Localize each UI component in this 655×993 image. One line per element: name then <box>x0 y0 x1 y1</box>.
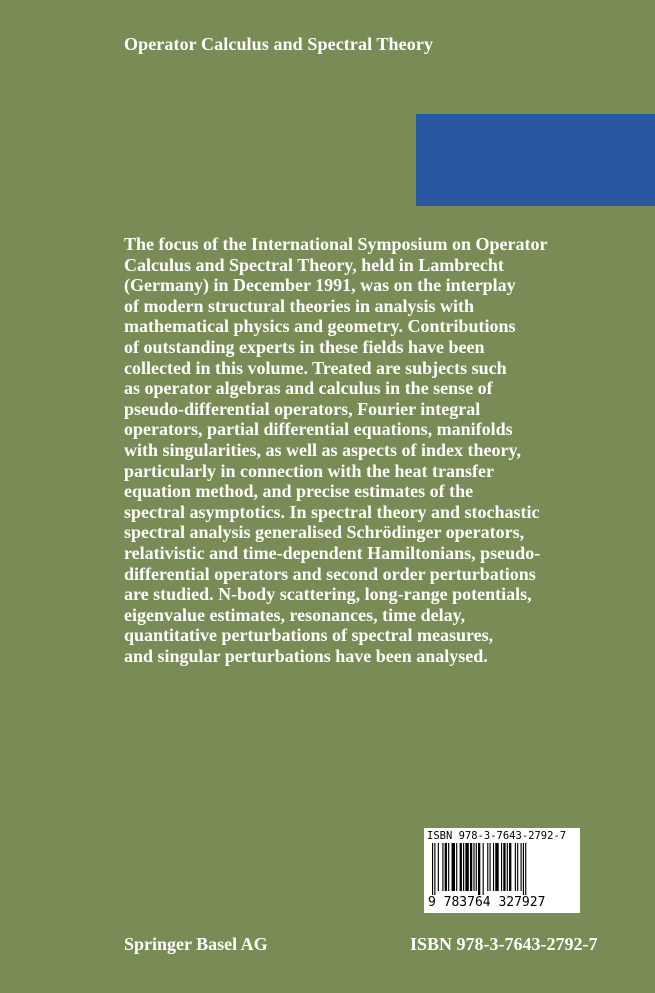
barcode-bar <box>487 843 488 891</box>
blurb-line: collected in this volume. Treated are subjects such <box>124 357 507 378</box>
barcode-bars <box>430 843 574 895</box>
barcode-bar <box>503 843 505 891</box>
blurb-line: spectral analysis generalised Schrödinger operators, <box>124 522 525 543</box>
isbn-number: ISBN 978-3-7643-2792-7 <box>410 934 598 954</box>
barcode-bar <box>525 843 526 895</box>
barcode-bar <box>434 843 435 895</box>
barcode-bar <box>463 843 464 891</box>
blurb-line: of outstanding experts in these fields have been <box>124 336 485 357</box>
back-cover-blurb <box>124 234 624 666</box>
blurb-line: and singular perturbations have been analysed. <box>124 645 488 666</box>
barcode-bar <box>523 843 524 895</box>
accent-color-block <box>416 114 655 206</box>
blurb-line: mathematical physics and geometry. Contributions <box>124 316 516 337</box>
barcode-isbn-label: ISBN 978-3-7643-2792-7 <box>427 830 567 842</box>
barcode-bar <box>456 843 457 891</box>
blurb-line: eigenvalue estimates, resonances, time delay, <box>124 604 466 625</box>
blurb-line: operators, partial differential equations, manifolds <box>124 419 513 440</box>
barcode-bar <box>507 843 508 891</box>
blurb-line: of modern structural theories in analysis with <box>124 295 474 316</box>
barcode-bar <box>490 843 491 891</box>
barcode-bar <box>495 843 498 891</box>
barcode-bar <box>521 843 522 891</box>
barcode-bar <box>445 843 447 891</box>
barcode-bar <box>470 843 472 891</box>
blurb-line: relativistic and time-dependent Hamiltonians, pseudo- <box>124 542 541 563</box>
blurb-line: (Germany) in December 1991, was on the interplay <box>124 275 516 296</box>
barcode-bar <box>438 843 439 891</box>
barcode-bar <box>465 843 468 891</box>
blurb-line: are studied. N-body scattering, long-range potentials, <box>124 584 532 605</box>
barcode-bar <box>515 843 516 891</box>
series-title: Operator Calculus and Spectral Theory <box>124 34 434 54</box>
blurb-line: The focus of the International Symposium on Operator <box>124 234 548 254</box>
barcode-bar <box>460 843 462 891</box>
barcode-bar <box>442 843 443 891</box>
barcode-bar <box>478 843 480 895</box>
blurb-line: differential operators and second order perturbations <box>124 563 536 584</box>
barcode-bar <box>452 843 455 891</box>
barcode-bar <box>432 843 433 895</box>
barcode-bar <box>483 843 484 895</box>
barcode-bar <box>448 843 449 891</box>
blurb-line: quantitative perturbations of spectral measures, <box>124 625 494 646</box>
barcode-bar <box>493 843 494 891</box>
publisher-name: Springer Basel AG <box>124 934 268 954</box>
blurb-line: equation method, and precise estimates of the <box>124 481 474 502</box>
blurb-line: particularly in connection with the heat transfer <box>124 460 494 481</box>
barcode-bar <box>509 843 511 891</box>
barcode-bar <box>476 843 477 891</box>
barcode-bar <box>473 843 474 891</box>
barcode-bar <box>501 843 502 891</box>
blurb-line: Calculus and Spectral Theory, held in Lambrecht <box>124 254 504 275</box>
blurb-line: as operator algebras and calculus in the sense of <box>124 378 493 399</box>
isbn-barcode <box>424 828 580 913</box>
blurb-line: pseudo-differential operators, Fourier integral <box>124 398 481 419</box>
blurb-line: with singularities, as well as aspects of index theory, <box>124 439 522 460</box>
blurb-line: spectral asymptotics. In spectral theory and stochastic <box>124 501 540 522</box>
barcode-bar <box>517 843 518 891</box>
barcode-digits: 9 783764 327927 <box>428 895 546 910</box>
